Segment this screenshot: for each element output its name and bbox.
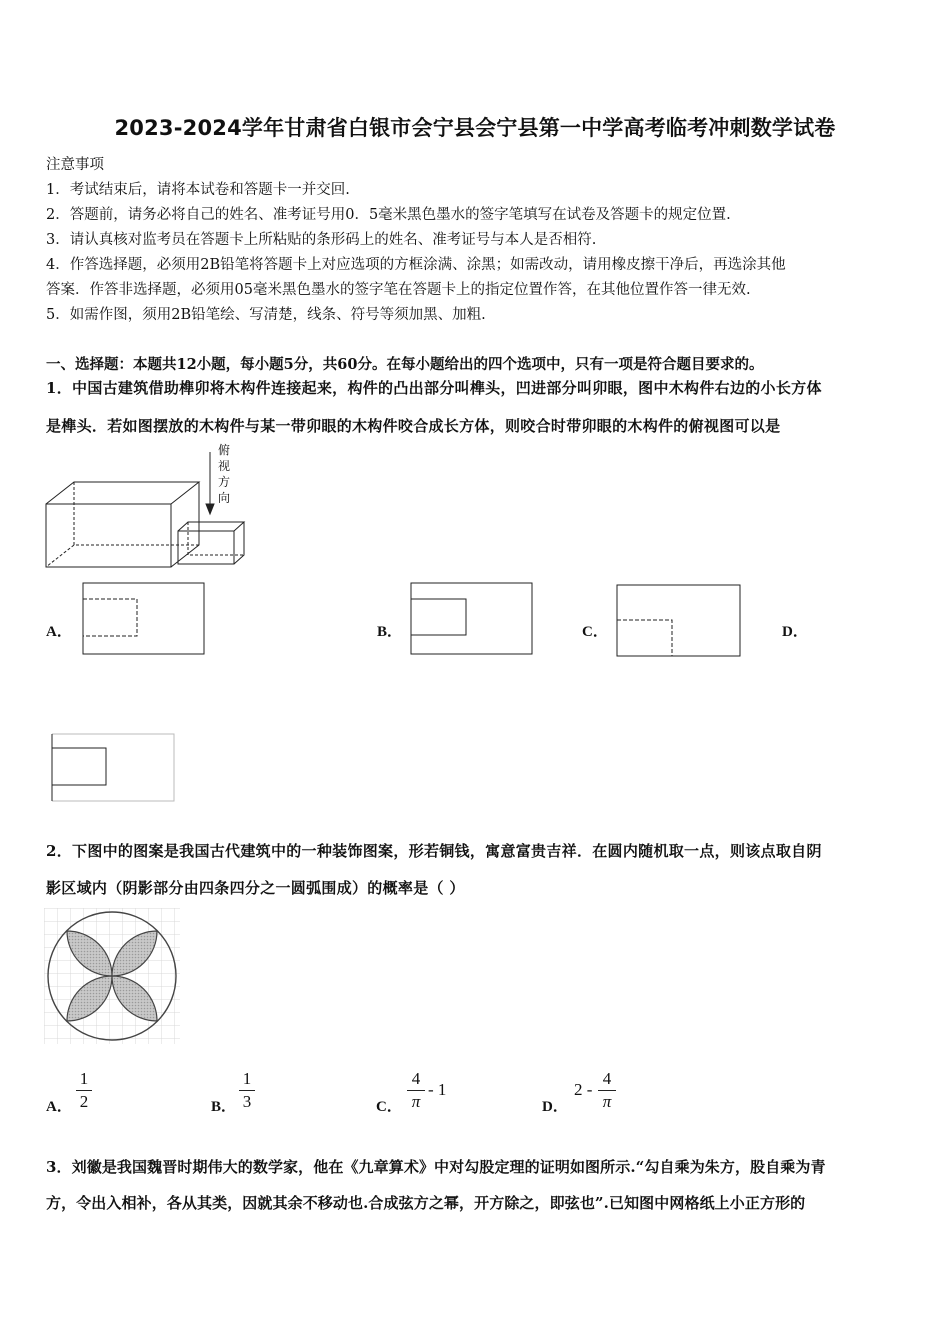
view-direction-char: 视	[218, 459, 231, 473]
question-3-text: 3．刘徽是我国魏晋时期伟大的数学家，他在《九章算术》中对勾股定理的证明如图所示.“勾自乘为朱方，股自乘为青	[46, 1158, 826, 1176]
option-d-prefix: 2 -	[574, 1080, 593, 1099]
option-b-fraction: 1 3	[239, 1069, 255, 1112]
option-a-figure	[82, 582, 206, 656]
option-d-label: D．	[782, 624, 808, 640]
view-direction-char: 方	[218, 475, 231, 489]
notice-item: 1．考试结束后，请将本试卷和答题卡一并交回.	[46, 182, 350, 198]
question-2-text: 影区域内（阴影部分由四条四分之一圆弧围成）的概率是（ ）	[46, 879, 465, 897]
notice-item: 答案．作答非选择题，必须用05毫米黑色墨水的签字笔在答题卡上的指定位置作答，在其他位置作答一律无效.	[46, 282, 751, 298]
notice-item: 5．如需作图，须用2B铅笔绘、写清楚，线条、符号等须加黑、加粗.	[46, 307, 486, 323]
option-d-fraction: 4 π	[598, 1069, 616, 1112]
notice-item: 4．作答选择题，必须用2B铅笔将答题卡上对应选项的方框涂满、涂黑；如需改动，请用橡皮擦干净后，再选涂其他	[46, 257, 786, 273]
view-direction-char: 向	[218, 491, 231, 505]
section-heading: 一、选择题：本题共12小题，每小题5分，共60分。在每小题给出的四个选项中，只有一项是符合题目要求的。	[46, 356, 764, 373]
option-c-label: C．	[582, 624, 608, 640]
option-c-fraction: 4 π	[407, 1069, 425, 1112]
coin-pattern-figure	[44, 908, 180, 1044]
view-direction-label	[218, 442, 232, 506]
option-b-label: B．	[211, 1099, 237, 1115]
option-a-fraction: 1 2	[76, 1069, 92, 1112]
option-c-figure	[616, 584, 742, 658]
notice-heading: 注意事项	[46, 157, 104, 173]
question-1-text: 是榫头．若如图摆放的木构件与某一带卯眼的木构件咬合成长方体，则咬合时带卯眼的木构件的俯视图可以是	[46, 417, 781, 435]
option-c-label: C．	[376, 1099, 402, 1115]
option-a-label: A．	[46, 1099, 72, 1115]
option-b-figure	[410, 582, 534, 656]
question-2-text: 2．下图中的图案是我国古代建筑中的一种装饰图案，形若铜钱，寓意富贵吉祥．在圆内随机取一点，则该点取自阴	[46, 842, 822, 860]
option-c-suffix: - 1	[428, 1080, 447, 1099]
question-1-text: 1．中国古建筑借助榫卯将木构件连接起来，构件的凸出部分叫榫头，凹进部分叫卯眼，图中木构件右边的小长方体	[46, 379, 822, 397]
question-3-text: 方，令出入相补，各从其类，因就其余不移动也.合成弦方之幂，开方除之，即弦也”.已知图中网格纸上小正方形的	[46, 1194, 806, 1212]
option-a-label: A．	[46, 624, 72, 640]
view-direction-char: 俯	[218, 443, 231, 457]
option-d-label: D．	[542, 1099, 568, 1115]
notice-item: 2．答题前，请务必将自己的姓名、准考证号用0．5毫米黑色墨水的签字笔填写在试卷及答题卡的规定位置.	[46, 207, 731, 223]
option-b-label: B．	[377, 624, 403, 640]
option-d-figure	[52, 733, 178, 803]
page-title: 2023-2024学年甘肃省白银市会宁县会宁县第一中学高考临考冲刺数学试卷	[114, 116, 836, 140]
notice-item: 3．请认真核对监考员在答题卡上所粘贴的条形码上的姓名、准考证号与本人是否相符.	[46, 232, 597, 248]
